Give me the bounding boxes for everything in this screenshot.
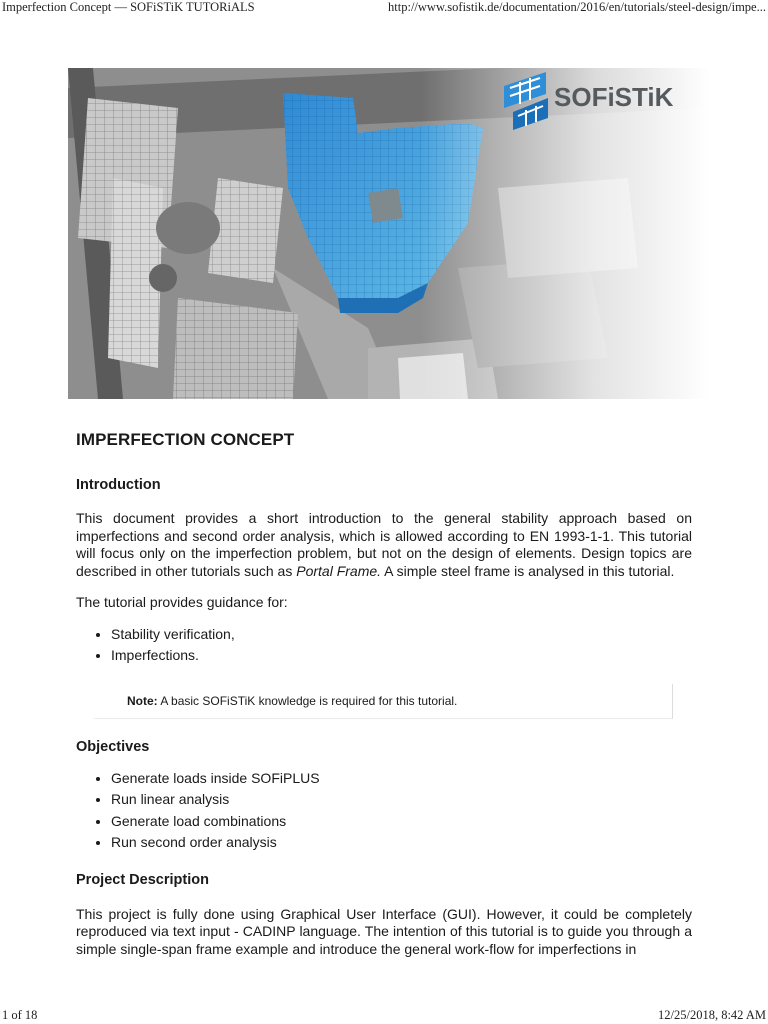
page-title: IMPERFECTION CONCEPT	[76, 430, 295, 449]
introduction-text-start: This document provides a short introduction to the general stability approach based on imperfections and second order analysis, which is allowed according to EN 1993-1-1. This tutorial will focus only on the imperfection problem, but not on the design of elements. Design topics are described in other tutorials such as	[76, 510, 692, 579]
main-content	[76, 428, 692, 958]
introduction-paragraph	[76, 510, 692, 580]
list-item: • Run linear analysis	[111, 789, 692, 811]
project-description-heading: Project Description	[76, 871, 209, 888]
print-header-title: Imperfection Concept — SOFiSTiK TUTORiALS	[2, 0, 255, 14]
list-item: • Imperfections.	[111, 645, 692, 667]
note-label: Note:	[127, 693, 158, 708]
list-item: • Stability verification,	[111, 624, 692, 646]
print-datetime: 12/25/2018, 8:42 AM	[658, 1008, 766, 1022]
hero-banner	[68, 68, 710, 399]
list-item: • Run second order analysis	[111, 832, 692, 854]
print-footer	[0, 1008, 768, 1024]
page-counter: 1 of 18	[2, 1008, 38, 1022]
print-header	[0, 0, 768, 18]
sofistik-logo-text: SOFiSTiK	[554, 82, 674, 112]
project-description-paragraph: This project is fully done using Graphical User Interface (GUI). However, it could be completely reproduced via text input - CADINP language. The intention of this tutorial is to guide you through a simple single-span frame example and introduce the general work-flow for imperfections in	[76, 905, 692, 957]
hero-image	[68, 68, 710, 399]
guidance-intro: The tutorial provides guidance for:	[76, 594, 288, 610]
note-text	[127, 694, 457, 708]
introduction-heading: Introduction	[76, 477, 161, 493]
objectives-list	[76, 768, 692, 854]
portal-frame-link[interactable]: Portal Frame.	[296, 562, 382, 579]
print-header-url[interactable]: http://www.sofistik.de/documentation/2016/en/tutorials/steel-design/impe...	[388, 0, 766, 14]
introduction-text-end: A simple steel frame is analysed in this tutorial.	[381, 562, 675, 579]
list-item: • Generate loads inside SOFiPLUS	[111, 768, 692, 790]
note-box	[94, 684, 673, 719]
objectives-heading: Objectives	[76, 738, 150, 755]
note-body: A basic SOFiSTiK knowledge is required for this tutorial.	[157, 693, 458, 708]
guidance-list	[76, 624, 692, 667]
list-item: • Generate load combinations	[111, 811, 692, 833]
